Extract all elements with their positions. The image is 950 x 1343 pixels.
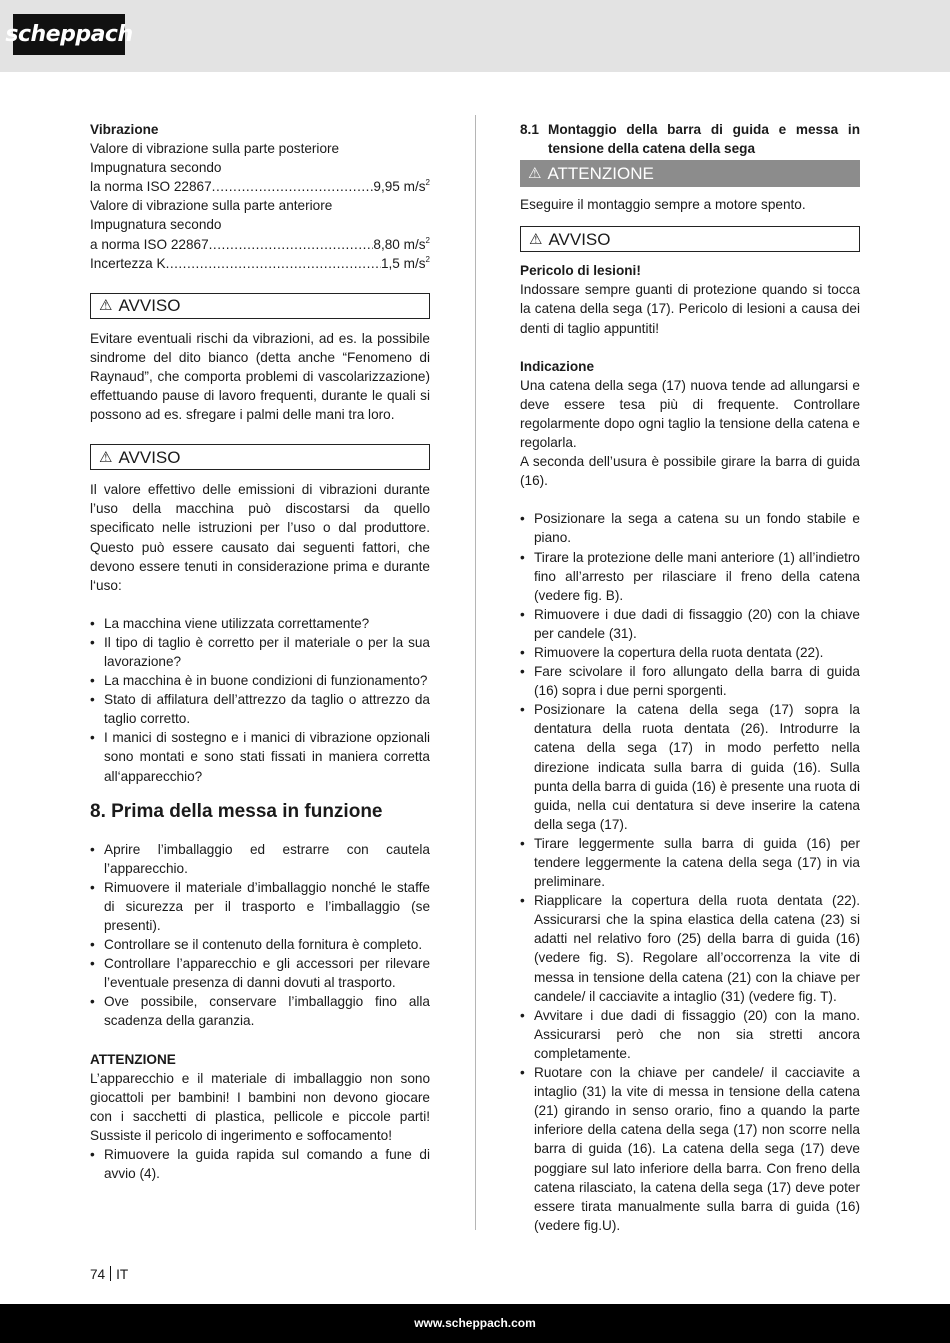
- list-item: • Controllare l’apparecchio e gli accessori per rilevare l’eventuale presenza di danni dovuti al trasporto.: [90, 954, 430, 992]
- subsection-heading: [520, 120, 860, 158]
- dot-leader: [166, 254, 381, 273]
- list-item: • Aprire l’imballaggio ed estrarre con cautela l’apparecchio.: [90, 840, 430, 878]
- warning-triangle-icon: ⚠: [99, 448, 113, 466]
- attenzione-text: L’apparecchio e il materiale di imballaggio non sono giocattoli per bambini! I bambini non devono giocare con i sacchetti di plastica, pellicole e piccole parti! Sussiste il pericolo di ingerimento e soffocamento!: [90, 1070, 430, 1143]
- avviso-title: AVVISO: [118, 447, 181, 467]
- spec-value: 8,80 $m/s^2$: [373, 235, 430, 252]
- subsection-number: 8.1: [520, 122, 539, 137]
- vibration-front-grip: Impugnatura secondo: [90, 217, 222, 233]
- dot-leader: [212, 177, 374, 196]
- list-item: • Ove possibile, conservare l’imballaggio fino alla scadenza della garanzia.: [90, 992, 430, 1030]
- list-item: • Rimuovere la copertura della ruota dentata (22).: [520, 643, 860, 662]
- warning-triangle-icon: ⚠: [99, 297, 113, 315]
- spec-row-rear: [90, 177, 430, 196]
- list-item: • Ruotare con la chiave per candele/ il cacciavite a intaglio (31) la vite di messa in tensione della catena (21) girando in senso orario, fino a quando la parte inferiore della catena della sega (17) non scorre nella barra di guida (16). La catena della sega (17) deve poggiare sul lato inferiore della barra. Con freno della catena rilasciato, la catena della sega (17) deve poter essere tirata manualmente sulla barra di guida (16) (vedere fig.U).: [520, 1063, 860, 1235]
- spec-label: Incertezza K: [90, 255, 166, 271]
- column-divider: [475, 115, 476, 1230]
- list-item: • La macchina è in buone condizioni di funzionamento?: [90, 671, 430, 690]
- avviso-title: AVVISO: [118, 296, 181, 316]
- list-item: • Riapplicare la copertura della ruota dentata (22). Assicurarsi che la spina elastica della catena (23) si adatti nel relativo foro (25) della barra di guida (16) (vedere fig. S). Regolare all’occorrenza la vite di messa in tensione della catena (21) con la chiave per candele/ il cacciavite a intaglio (31) (vedere fig. T).: [520, 891, 860, 1006]
- vibration-factors-list: [90, 614, 430, 786]
- vibration-front-label: Valore di vibrazione sulla parte anteriore: [90, 198, 333, 214]
- avviso-box: [520, 226, 860, 252]
- list-item: • La macchina viene utilizzata correttamente?: [90, 614, 430, 633]
- spec-row-uncertainty: [90, 254, 430, 273]
- attenzione-box-title: ATTENZIONE: [547, 164, 654, 184]
- indicazione-text-1: Una catena della sega (17) nuova tende ad allungarsi e deve essere tesa più di frequente. Controllare regolarmente dopo ogni taglio la tensione della catena e regolarla.: [520, 377, 860, 451]
- attenzione-text: Eseguire il montaggio sempre a motore spento.: [520, 197, 806, 213]
- section-title: 8. Prima della messa in funzione: [90, 800, 383, 822]
- dot-leader: [209, 235, 374, 254]
- footer-bar: [0, 1304, 950, 1343]
- attenzione-list: [90, 1145, 430, 1183]
- website-url: www.scheppach.com: [414, 1315, 536, 1330]
- list-item: • Rimuovere la guida rapida sul comando a fune di avvio (4).: [90, 1145, 430, 1183]
- vibration-rear-label: Valore di vibrazione sulla parte posteriore: [90, 141, 340, 157]
- spec-label: a norma ISO 22867: [90, 236, 209, 252]
- attenzione-heading: ATTENZIONE: [90, 1051, 176, 1067]
- scheppach-logo: scheppach: [13, 14, 125, 55]
- list-item: • Posizionare la sega a catena su un fondo stabile e piano.: [520, 509, 860, 547]
- avviso-box-2: [90, 444, 430, 470]
- list-item: • Controllare se il contenuto della fornitura è completo.: [90, 935, 430, 954]
- page-number: [90, 1265, 128, 1284]
- warning-triangle-icon: ⚠: [529, 230, 543, 248]
- header-bar: [0, 0, 950, 72]
- indicazione-heading: Indicazione: [520, 358, 595, 374]
- list-item: • Il tipo di taglio è corretto per il materiale o per la sua lavorazione?: [90, 633, 430, 671]
- list-item: • Tirare leggermente sulla barra di guida (16) per tendere leggermente la catena della sega (17) in via preliminare.: [520, 834, 860, 891]
- list-item: • Avvitare i due dadi di fissaggio (20) con la mano. Assicurarsi però che non sia stretti ancora completamente.: [520, 1006, 860, 1063]
- list-item: • Tirare la protezione delle mani anteriore (1) all’indietro fino all’arresto per rilasciare il freno della catena (vedere fig. B).: [520, 548, 860, 605]
- vibration-heading: Vibrazione: [90, 122, 159, 137]
- list-item: • Rimuovere il materiale d’imballaggio nonché le staffe di sicurezza per il trasporto e l’imballaggio (se presenti).: [90, 878, 430, 935]
- warning-triangle-icon: ⚠: [528, 165, 542, 183]
- avviso-title: AVVISO: [548, 229, 611, 249]
- pericolo-text: Indossare sempre guanti di protezione quando si tocca la catena della sega (17). Pericolo di lesioni a causa dei denti di taglio appuntiti!: [520, 282, 860, 336]
- spec-value: 1,5 $m/s^2$: [380, 254, 430, 271]
- list-item: • Fare scivolare il foro allungato della barra di guida (16) sopra i due perni sporgenti.: [520, 662, 860, 700]
- spec-value: 9,95 $m/s^2$: [373, 178, 430, 195]
- assembly-steps-list: [520, 509, 860, 1235]
- subsection-title: Montaggio della barra di guida e messa in tensione della catena della sega: [548, 122, 860, 157]
- preparation-list: [90, 840, 430, 1031]
- page-number-value: 74: [90, 1267, 106, 1282]
- avviso-box-1: [90, 293, 430, 319]
- language-code: IT: [116, 1267, 129, 1282]
- avviso-2-text: Il valore effettivo delle emissioni di vibrazioni durante l’uso della macchina può discostarsi da quello specificato nelle istruzioni per l’uso o dal produttore. Questo può essere causato dai seguenti fattori, che devono essere tenuti in considerazione prima e durante l‘uso:: [90, 482, 430, 593]
- avviso-1-text: Evitare eventuali rischi da vibrazioni, ad es. la possibile sindrome del dito bianco (detta anche “Fenomeno di Raynaud”, che comporta problemi di vascolarizzazione) effettuando pause di lavoro frequenti, durante le quali si possono ad es. sfregare i palmi delle mani tra loro.: [90, 330, 430, 423]
- list-item: • Stato di affilatura dell’attrezzo da taglio o attrezzo da taglio corretto.: [90, 690, 430, 728]
- attenzione-box: [520, 160, 860, 187]
- right-column: [520, 120, 860, 1235]
- pericolo-heading: Pericolo di lesioni!: [520, 263, 641, 279]
- spec-row-front: [90, 235, 430, 254]
- vibration-rear-grip: Impugnatura secondo: [90, 160, 222, 176]
- list-item: • I manici di sostegno e i manici di vibrazione opzionali sono montati e sono stati fissati in maniera corretta all‘apparecchio?: [90, 728, 430, 785]
- left-column: [90, 120, 430, 1183]
- page-separator: [110, 1266, 111, 1281]
- indicazione-text-2: A seconda dell’usura è possibile girare la barra di guida (16).: [520, 454, 860, 489]
- spec-label: la norma ISO 22867: [90, 179, 212, 195]
- list-item: • Posizionare la catena della sega (17) sopra la dentatura della ruota dentata (26). Introdurre la catena della sega (17) in modo perfetto nella direzione indicata sulla barra di guida (16). Sulla punta della barra di guida (16) è presente una ruota di guida, nella cui dentatura si deve inserire la catena della sega (17).: [520, 700, 860, 834]
- list-item: • Rimuovere i due dadi di fissaggio (20) con la chiave per candele (31).: [520, 605, 860, 643]
